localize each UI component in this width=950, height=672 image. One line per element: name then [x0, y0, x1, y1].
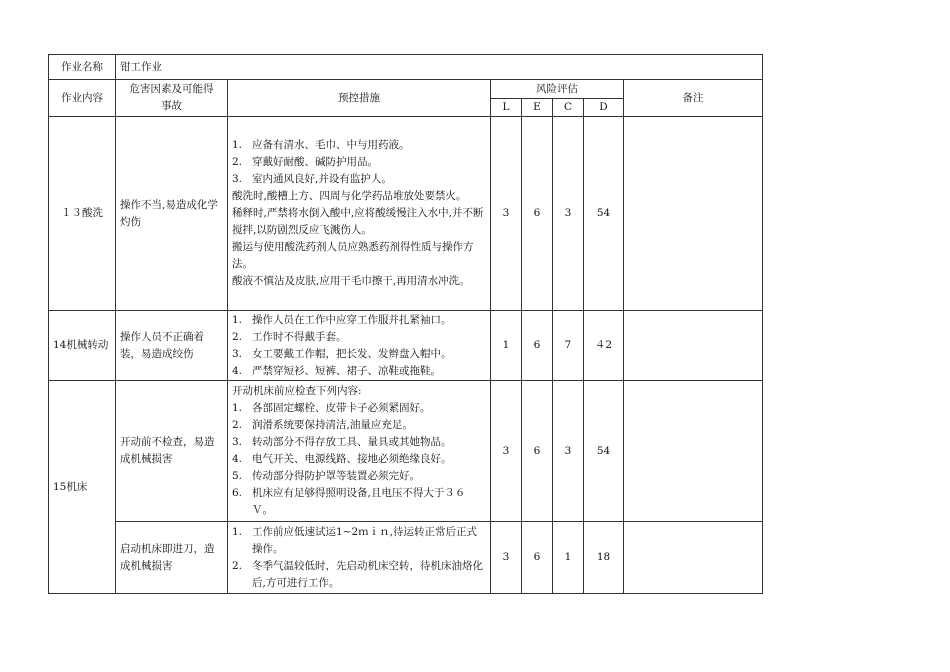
measure-item: 2. 冬季气温较低时，先启动机床空转，待机床油烙化后,方可进行工作。 — [232, 559, 483, 589]
measure-item: 稀释时,严禁将水倒入酸中,应将酸缓慢注入水中,并不断搅拌,以防剧烈反应飞溅伤人。 — [232, 207, 484, 236]
measure-item: 3. 女工要戴工作帽，把长发、发辫盘入帽中。 — [232, 347, 452, 360]
risk-D-value: 18 — [584, 522, 624, 594]
measure-item: 5. 传动部分得防护罩等装置必须完好。 — [232, 470, 420, 482]
risk-D-value: ４2 — [584, 311, 624, 381]
header-row-columns — [49, 80, 763, 99]
measures-cell — [228, 522, 491, 594]
risk-E-value: 6 — [522, 117, 553, 311]
table-row — [49, 117, 763, 311]
risk-assessment-header: 风险评估 — [491, 80, 624, 99]
table-row — [49, 522, 763, 594]
job-name-label: 作业名称 — [49, 55, 116, 80]
hazard-cell: 启动机床即进刀，造成机械损害 — [116, 522, 228, 594]
measures-cell — [228, 117, 491, 311]
risk-C-value: 3 — [553, 381, 584, 522]
measure-item: 2. 穿戴好耐酸、碱防护用品。 — [232, 156, 378, 168]
job-content-cell: １３酸洗 — [49, 117, 116, 311]
job-content-cell: 14机械转动 — [49, 311, 116, 381]
job-content-header: 作业内容 — [49, 80, 116, 117]
risk-L-value: 1 — [491, 311, 522, 381]
measure-item: 6. 机床应有足够得照明设备,且电压不得大于３６Ｖ。 — [232, 487, 466, 516]
measure-item: 1. 操作人员在工作中应穿工作服并扎紧袖口。 — [232, 313, 452, 326]
header-L: L — [491, 99, 522, 117]
note-cell — [624, 381, 763, 522]
measure-item: 酸液不慎沾及皮肤,应用干毛巾擦干,再用清水冲洗。 — [232, 275, 470, 287]
hazard-cell: 开动前不检查，易造成机械损害 — [116, 381, 228, 522]
risk-D-value: 54 — [584, 381, 624, 522]
measures-header: 预控措施 — [228, 80, 491, 117]
risk-C-value: 1 — [553, 522, 584, 594]
measure-item: 3. 室内通风良好,并设有监护人。 — [232, 173, 392, 185]
job-name-value: 钳工作业 — [116, 55, 763, 80]
hazard-cell: 操作不当,易造成化学灼伤 — [116, 117, 228, 311]
header-D: D — [584, 99, 624, 117]
note-cell — [624, 311, 763, 381]
measure-item: 1. 工作前应低速试运1~2ｍｉｎ,待运转正常后正式操作。 — [232, 525, 477, 555]
header-C: C — [553, 99, 584, 117]
measure-item: 开动机床前应检查下列内容: — [232, 385, 362, 397]
risk-assessment-table — [48, 54, 763, 594]
risk-L-value: 3 — [491, 522, 522, 594]
hazard-cell: 操作人员不正确着装，易造成绞伤 — [116, 311, 228, 381]
measure-item: 3. 转动部分不得存放工具、量具或其她物品。 — [232, 436, 452, 448]
job-content-cell: 15机床 — [49, 381, 116, 594]
measure-item: 4. 严禁穿短衫、短裤、裙子、凉鞋或拖鞋。 — [232, 364, 441, 377]
measure-item: 1. 各部固定螺栓、皮带卡子必须紧固好。 — [232, 402, 431, 414]
measure-item: 1. 应备有清水、毛巾、中与用药液。 — [232, 139, 410, 151]
risk-E-value: 6 — [522, 381, 553, 522]
risk-C-value: 3 — [553, 117, 584, 311]
header-row-name — [49, 55, 763, 80]
risk-C-value: 7 — [553, 311, 584, 381]
hazard-header-line2: 事故 — [161, 100, 182, 112]
note-cell — [624, 117, 763, 311]
measure-item: 2. 工作时不得戴手套。 — [232, 330, 347, 343]
measures-cell — [228, 311, 491, 381]
measure-item: 酸洗时,酸槽上方、四周与化学药品堆放处要禁火。 — [232, 190, 467, 202]
risk-D-value: 54 — [584, 117, 624, 311]
header-E: E — [522, 99, 553, 117]
measure-item: 搬运与使用酸洗药剂人员应熟悉药剂得性质与操作方法。 — [232, 241, 474, 270]
table-row — [49, 381, 763, 522]
note-cell — [624, 522, 763, 594]
measure-item: 4. 电气开关、电源线路、接地必须绝缘良好。 — [232, 453, 452, 465]
hazard-header-line1: 危害因素及可能得 — [129, 83, 214, 95]
table-row — [49, 311, 763, 381]
hazard-header — [116, 80, 228, 117]
note-header: 备注 — [624, 80, 763, 117]
measure-item: 2. 润滑系统要保持清洁,油量应充足。 — [232, 419, 413, 431]
risk-E-value: 6 — [522, 311, 553, 381]
risk-L-value: 3 — [491, 381, 522, 522]
risk-L-value: 3 — [491, 117, 522, 311]
measures-cell — [228, 381, 491, 522]
risk-E-value: 6 — [522, 522, 553, 594]
